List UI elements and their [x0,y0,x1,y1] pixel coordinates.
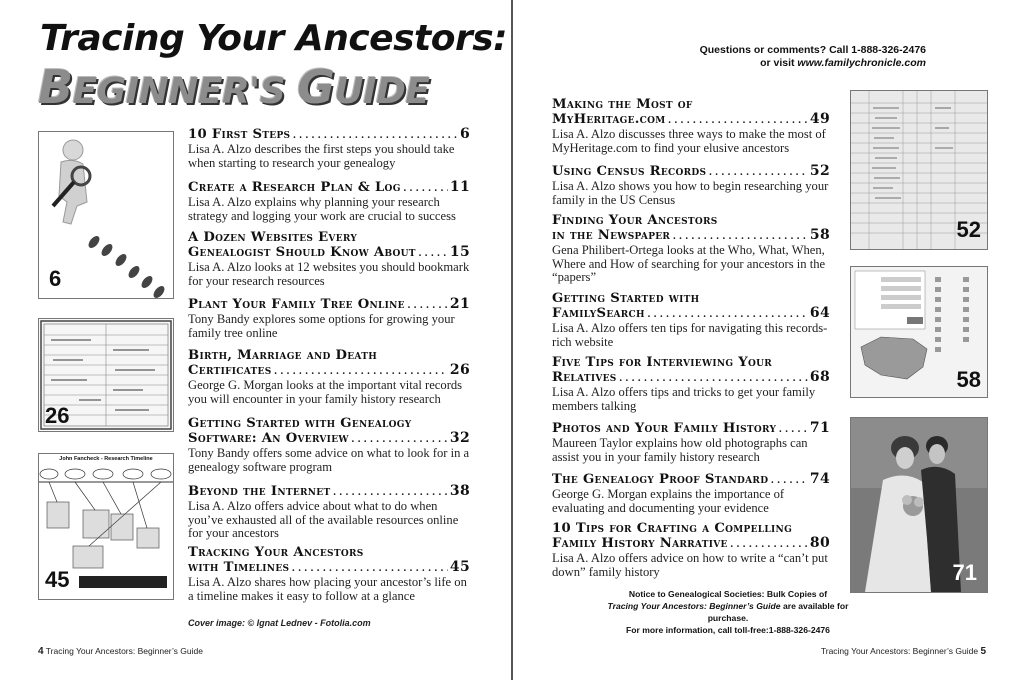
toc-entry[interactable] [552,356,830,413]
toc-entry-page: 15 [449,244,470,260]
thumbnail-page-number: 6 [49,266,62,291]
toc-entry-title-row [188,127,470,142]
toc-entry-title-row [188,431,470,446]
thumbnail-page-number: 71 [952,560,977,585]
toc-entry-title-line-a: Five Tips for Interviewing Your [552,355,773,370]
contact-web-url[interactable]: www.familychronicle.com [797,57,926,69]
toc-entry-page: 71 [809,420,830,436]
toc-entry-page: 74 [809,471,830,487]
leader-dots [668,113,808,127]
toc-entry-title: Photos and Your Family History [552,421,777,436]
toc-entry-description: Lisa A. Alzo shares how placing your ancestor’s life on a timeline makes it easy to follow at a glance [188,575,467,603]
thumbnail-birth-certificate [38,318,174,432]
toc-entry[interactable] [552,164,830,207]
notice-line-2-rest: are available for purchase. [707,601,849,623]
toc-entry-page: 21 [449,296,470,312]
title-word-eginner: EGINNER [72,71,250,112]
contact-web-line [700,57,926,70]
timeline-title: John Fancheck - Research Timeline [59,456,153,462]
leader-dots [647,307,808,321]
toc-entry[interactable] [552,292,830,349]
leader-dots [730,537,808,551]
toc-entry-description: Lisa A. Alzo offers advice on how to write a “can’t put down” family history [552,551,828,579]
toc-entry[interactable] [188,484,470,541]
toc-entry-title-row [552,536,830,551]
toc-entry-title-row [188,484,470,499]
notice-block [595,588,861,636]
toc-entry[interactable] [552,98,830,155]
toc-entry-title: Relatives [552,370,617,385]
toc-entry-page: 64 [809,305,830,321]
thumbnail-magnifier-figure [38,131,174,299]
toc-entry-description: Tony Bandy explores some options for growing your family tree online [188,312,455,340]
toc-entry-title: MyHeritage.com [552,112,666,127]
toc-entry[interactable] [188,417,470,474]
contact-info [700,44,926,70]
toc-entry-title: Certificates [188,363,272,378]
toc-entry-title-line-a: Tracking Your Ancestors [188,545,364,560]
folio-left-number: 4 [38,646,44,657]
toc-entry-title-row [552,421,830,436]
toc-entry-title: in the Newspaper [552,228,671,243]
toc-entry-description: Lisa A. Alzo shows you how to begin researching your family in the US Census [552,179,829,207]
toc-entry-title-row [188,560,470,575]
leader-dots [332,485,447,499]
toc-entry-description: Gena Philibert-Ortega looks at the Who, What, When, Where and How of searching for your ancestors in the “papers” [552,243,826,284]
leader-dots [672,229,808,243]
toc-entry-description: Lisa A. Alzo discusses three ways to make the most of MyHeritage.com to find your elusive ancestors [552,127,826,155]
toc-entry-page: 52 [809,163,830,179]
title-word-uide: UIDE [334,71,430,112]
toc-entry-title-row [188,245,470,260]
toc-entry-title: Plant Your Family Tree Online [188,297,405,312]
toc-entry-description: Lisa A. Alzo offers tips and tricks to get your family members talking [552,385,816,413]
toc-entry-title-row [552,112,830,127]
toc-entry-description: Lisa A. Alzo offers advice about what to do when you’ve exhausted all of the available resources online for your ancestors [188,499,459,540]
toc-entry[interactable] [552,421,830,464]
folio-right-text: Tracing Your Ancestors: Beginner’s Guide [820,646,979,656]
toc-entry-title: Using Census Records [552,164,707,179]
toc-entry-description: Tony Bandy offers some advice on what to look for in a genealogy software program [188,446,470,474]
toc-entry-title-row [552,370,830,385]
leader-dots [407,298,448,312]
toc-entry-description: Lisa A. Alzo offers ten tips for navigating this records-rich website [552,321,828,349]
leader-dots [274,364,448,378]
thumbnail-census-record [850,90,988,250]
toc-entry-title: with Timelines [188,560,290,575]
leader-dots [291,561,448,575]
toc-entry[interactable] [188,546,470,603]
folio-left [38,646,203,657]
leader-dots [778,422,808,436]
toc-entry-title-row [552,306,830,321]
thumbnail-wedding-photo [850,417,988,593]
title-letter-g: G [297,60,335,114]
toc-entry-title-row [552,164,830,179]
toc-entry-title: Genealogist Should Know About [188,245,416,260]
toc-entry-title: Family History Narrative [552,536,728,551]
toc-entry-page: 80 [809,535,830,551]
toc-entry-title-line-a: A Dozen Websites Every [188,230,358,245]
left-page [0,0,511,680]
thumbnail-research-timeline [38,453,174,600]
toc-entry-page: 6 [459,126,470,142]
toc-entry-page: 45 [449,559,470,575]
toc-entry-title: Beyond the Internet [188,484,331,499]
toc-entry-page: 49 [809,111,830,127]
contact-web-prefix: or visit [760,57,798,69]
toc-entry[interactable] [188,231,470,288]
toc-entry-title-line-a: Making the Most of [552,97,693,112]
thumbnail-page-number: 26 [45,403,70,428]
leader-dots [351,432,448,446]
toc-entry-description: Maureen Taylor explains how old photographs can assist you in your family history research [552,436,808,464]
toc-entry[interactable] [188,349,470,406]
title-line-1: Tracing Your Ancestors: [40,18,508,59]
toc-entry-title: 10 First Steps [188,127,291,142]
folio-left-text: Tracing Your Ancestors: Beginner’s Guide [45,646,203,656]
toc-entry-description: George G. Morgan explains the importance of evaluating and documenting your evidence [552,487,785,515]
toc-entry-description: George G. Morgan looks at the important vital records you will encounter in your family history research [188,378,463,406]
notice-line-3: For more information, call toll-free:1-888-326-2476 [626,625,830,635]
toc-entry[interactable] [188,297,470,340]
toc-entry-title-row [552,472,830,487]
folio-right-number: 5 [980,646,986,657]
toc-entry-title-line-a: Finding Your Ancestors [552,213,718,228]
toc-entry-title-row [188,180,470,195]
toc-entry-page: 68 [809,369,830,385]
title-letter-b: B [38,60,73,114]
title-apostrophe-s: 'S [249,71,298,112]
contact-phone-line: Questions or comments? Call 1-888-326-2476 [699,44,926,56]
leader-dots [418,246,448,260]
toc-entry[interactable] [188,127,470,170]
toc-entry-title-line-a: Birth, Marriage and Death [188,348,378,363]
toc-entry-title-row [188,363,470,378]
toc-entry-title-line-a: 10 Tips for Crafting a Compelling [552,521,793,536]
toc-entry-title: The Genealogy Proof Standard [552,472,769,487]
toc-entry-title: Create a Research Plan & Log [188,180,401,195]
thumbnail-page-number: 52 [956,217,981,242]
toc-entry-page: 38 [449,483,470,499]
toc-entry-page: 58 [809,227,830,243]
leader-dots [619,371,808,385]
toc-entry-title-line-a: Getting Started with Genealogy [188,416,412,431]
toc-entry-page: 32 [449,430,470,446]
thumbnail-page-number: 58 [956,367,981,392]
leader-dots [770,473,808,487]
thumbnail-page-number: 45 [45,567,70,592]
toc-entry-title-row [552,228,830,243]
toc-entry-page: 11 [449,179,470,195]
title-line-2 [38,60,430,114]
toc-entry[interactable] [552,472,830,515]
toc-entry-description: Lisa A. Alzo describes the first steps you should take when starting to research your genealogy [188,142,455,170]
notice-line-2 [595,600,861,624]
toc-entry[interactable] [552,214,830,285]
cover-image-credit: Cover image: © Ignat Lednev - Fotolia.com [188,618,371,628]
thumbnail-newspaper-search [850,266,988,398]
toc-entry-page: 26 [449,362,470,378]
leader-dots [292,128,458,142]
toc-entry[interactable] [188,180,470,223]
notice-line-1: Notice to Genealogical Societies: Bulk Copies of [628,589,828,599]
leader-dots [708,165,808,179]
toc-entry-title-line-a: Getting Started with [552,291,700,306]
toc-entry-title: FamilySearch [552,306,645,321]
toc-entry[interactable] [552,522,830,579]
notice-title: Tracing Your Ancestors: Beginner’s Guide [607,601,781,611]
toc-entry-title-row [188,297,470,312]
toc-entry-description: Lisa A. Alzo looks at 12 websites you should bookmark for your research resources [188,260,470,288]
toc-entry-title: Software: An Overview [188,431,349,446]
folio-right [821,646,986,657]
toc-entry-description: Lisa A. Alzo explains why planning your research strategy and logging your work are crucial to success [188,195,456,223]
leader-dots [403,181,448,195]
